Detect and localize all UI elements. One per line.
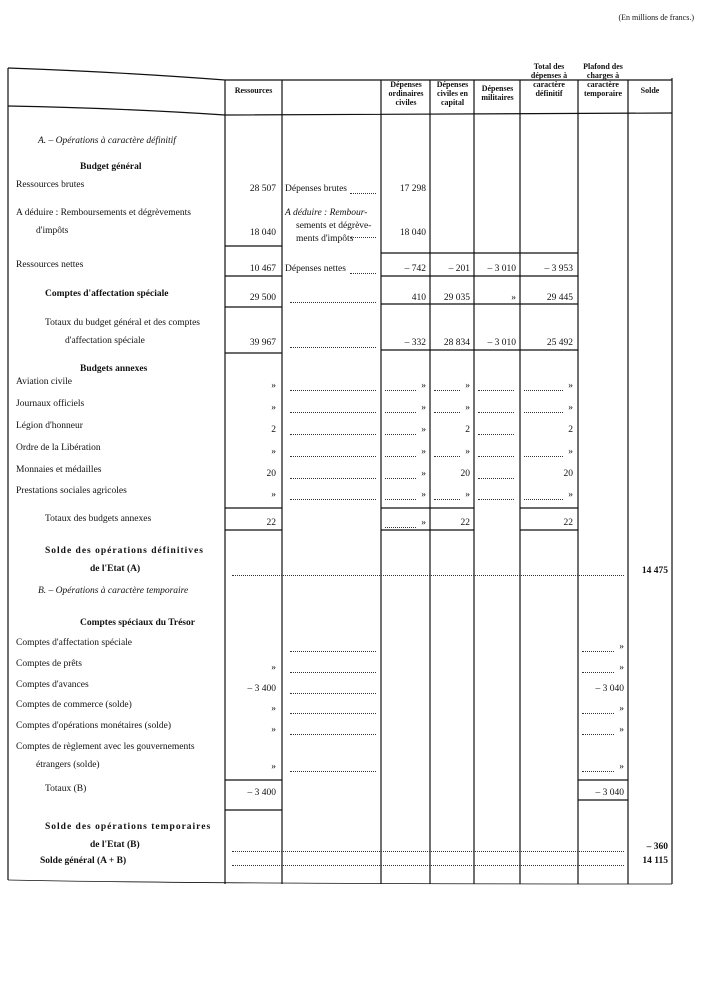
dot-leader: [290, 651, 376, 652]
dot-leader: [385, 434, 416, 435]
row-label: Journaux officiels: [16, 399, 85, 409]
cell-res: »: [271, 381, 276, 391]
cell-res: »: [271, 447, 276, 457]
row-label: Monnaies et médailles: [16, 465, 102, 475]
unit-note: (En millions de francs.): [618, 13, 694, 22]
cell-d-ord: »: [421, 381, 426, 391]
dot-leader: [524, 456, 563, 457]
dot-leader: [290, 734, 376, 735]
cell-solde: 14 115: [642, 856, 668, 866]
cell-res: »: [271, 663, 276, 673]
dot-leader: [434, 456, 460, 457]
cell-res: – 3 400: [247, 788, 276, 798]
cell-res: »: [271, 725, 276, 735]
header-plafond-temporaire: Plafond des charges à caractère temporaire: [583, 62, 623, 98]
row-label-continued: de l'Etat (A): [90, 564, 141, 574]
cell-res: – 3 400: [247, 684, 276, 694]
cell-total: 29 445: [546, 293, 573, 303]
cell-d-ord: 410: [411, 293, 426, 303]
row-label: Ressources nettes: [16, 260, 84, 270]
row-label: Comptes spéciaux du Trésor: [80, 618, 195, 628]
cell-d-ord: »: [421, 425, 426, 435]
cell-d-ord: 17 298: [399, 184, 426, 194]
row-label-continued: d'impôts: [36, 226, 69, 236]
cell-d-ord: 18 040: [399, 228, 426, 238]
dot-leader: [478, 434, 514, 435]
cell-res: »: [271, 704, 276, 714]
dot-leader: [582, 771, 614, 772]
depenses-label: A déduire : Rembour-: [285, 208, 368, 218]
dot-leader: [478, 412, 514, 413]
header-solde: Solde: [640, 86, 660, 95]
cell-d-civ: 29 035: [443, 293, 470, 303]
dot-leader: [385, 412, 416, 413]
cell-res: 10 467: [249, 264, 276, 274]
header-total-definitif: Total des dépenses à caractère définitif: [530, 62, 568, 98]
row-label: Comptes de prêts: [16, 659, 82, 669]
depenses-label-continued: sements et dégrève-: [296, 221, 372, 231]
cell-d-civ: 2: [465, 425, 470, 435]
cell-d-civ: »: [465, 490, 470, 500]
cell-res: 39 967: [249, 338, 276, 348]
cell-solde: 14 475: [641, 566, 668, 576]
dot-leader: [434, 499, 460, 500]
dot-leader: [290, 693, 376, 694]
cell-d-civ: – 201: [448, 264, 470, 274]
row-label: A déduire : Remboursements et dégrèvements: [16, 208, 191, 218]
cell-plafond: – 3 040: [595, 788, 624, 798]
header-ressources: Ressources: [234, 86, 273, 95]
cell-d-ord: – 742: [404, 264, 426, 274]
cell-plafond: – 3 040: [595, 684, 624, 694]
cell-res: 29 500: [249, 293, 276, 303]
dot-leader: [290, 478, 376, 479]
dot-leader: [385, 499, 416, 500]
cell-total: 25 492: [546, 338, 573, 348]
dot-leader: [434, 390, 460, 391]
cell-plafond: »: [619, 762, 624, 772]
row-label: Comptes de commerce (solde): [16, 700, 132, 710]
dot-leader: [290, 390, 376, 391]
cell-total: 20: [563, 469, 573, 479]
cell-d-civ: »: [465, 447, 470, 457]
dot-leader: [524, 412, 563, 413]
dot-leader: [350, 237, 376, 238]
row-label: Ressources brutes: [16, 180, 85, 190]
row-label: Budget général: [80, 162, 142, 172]
row-label: Comptes d'affectation spéciale: [45, 289, 169, 299]
cell-res: 28 507: [249, 184, 276, 194]
cell-d-mil: »: [511, 293, 516, 303]
dot-leader: [385, 478, 416, 479]
dot-leader: [290, 434, 376, 435]
row-label: Prestations sociales agricoles: [16, 486, 127, 496]
row-label: Totaux des budgets annexes: [45, 514, 152, 524]
cell-res: »: [271, 762, 276, 772]
dot-leader: [290, 412, 376, 413]
header-depenses-capital: Dépenses civiles en capital: [436, 80, 469, 107]
depenses-label: Dépenses brutes: [285, 184, 347, 194]
row-label: Comptes de règlement avec les gouvernements: [16, 742, 195, 752]
dot-leader: [478, 456, 514, 457]
row-label-continued: étrangers (solde): [36, 760, 100, 770]
row-label-continued: d'affectation spéciale: [65, 336, 145, 346]
dot-leader: [290, 672, 376, 673]
cell-d-ord: »: [421, 403, 426, 413]
cell-res: 20: [266, 469, 276, 479]
depenses-label-continued: ments d'impôts: [296, 234, 354, 244]
row-label: Légion d'honneur: [16, 421, 83, 431]
dot-leader: [385, 456, 416, 457]
dot-leader: [290, 302, 376, 303]
dot-leader: [524, 390, 563, 391]
cell-d-ord: – 332: [404, 338, 426, 348]
dot-leader: [232, 865, 624, 866]
cell-total: »: [568, 490, 573, 500]
row-label: B. – Opérations à caractère temporaire: [38, 586, 189, 596]
cell-res: 18 040: [249, 228, 276, 238]
cell-total: »: [568, 447, 573, 457]
dot-leader: [478, 478, 514, 479]
dot-leader: [232, 575, 624, 576]
dot-leader: [582, 734, 614, 735]
cell-d-civ: 22: [460, 518, 470, 528]
cell-solde: – 360: [646, 842, 668, 852]
dot-leader: [385, 527, 416, 528]
row-label: Budgets annexes: [80, 364, 148, 374]
cell-res: »: [271, 490, 276, 500]
dot-leader: [232, 851, 624, 852]
dot-leader: [290, 771, 376, 772]
row-label: Totaux (B): [45, 784, 87, 794]
dot-leader: [290, 499, 376, 500]
dot-leader: [434, 412, 460, 413]
cell-d-civ: 20: [460, 469, 470, 479]
cell-total: 2: [568, 425, 573, 435]
cell-total: »: [568, 403, 573, 413]
row-label-continued: de l'Etat (B): [90, 840, 140, 850]
cell-d-mil: – 3 010: [487, 338, 516, 348]
cell-d-civ: »: [465, 381, 470, 391]
dot-leader: [350, 193, 376, 194]
row-label: Ordre de la Libération: [16, 443, 101, 453]
cell-plafond: »: [619, 642, 624, 652]
row-label: Solde des opérations définitives: [45, 546, 204, 556]
cell-d-mil: – 3 010: [487, 264, 516, 274]
dot-leader: [582, 713, 614, 714]
dot-leader: [290, 456, 376, 457]
cell-d-civ: 28 834: [443, 338, 470, 348]
cell-d-ord: »: [421, 447, 426, 457]
cell-d-ord: »: [421, 490, 426, 500]
dot-leader: [385, 390, 416, 391]
row-label: Totaux du budget général et des comptes: [45, 318, 200, 328]
row-label: Comptes d'opérations monétaires (solde): [16, 721, 171, 731]
cell-plafond: »: [619, 704, 624, 714]
cell-d-ord: »: [421, 469, 426, 479]
cell-total: – 3 953: [544, 264, 573, 274]
dot-leader: [478, 390, 514, 391]
dot-leader: [290, 713, 376, 714]
dot-leader: [582, 672, 614, 673]
depenses-label: Dépenses nettes: [285, 264, 346, 274]
cell-res: 22: [266, 518, 276, 528]
row-label: Aviation civile: [16, 377, 73, 387]
row-label: Comptes d'affectation spéciale: [16, 638, 133, 648]
row-label: Solde général (A + B): [40, 856, 127, 866]
cell-plafond: »: [619, 725, 624, 735]
header-depenses-ordinaires: Dépenses ordinaires civiles: [388, 80, 424, 107]
cell-res: »: [271, 403, 276, 413]
cell-plafond: »: [619, 663, 624, 673]
header-depenses-militaires: Dépenses militaires: [481, 84, 514, 102]
dot-leader: [478, 499, 514, 500]
cell-total: 22: [563, 518, 573, 528]
dot-leader: [524, 499, 563, 500]
cell-d-ord: »: [421, 518, 426, 528]
row-label: Comptes d'avances: [16, 680, 89, 690]
cell-d-civ: »: [465, 403, 470, 413]
dot-leader: [290, 347, 376, 348]
cell-total: »: [568, 381, 573, 391]
row-label: A. – Opérations à caractère définitif: [38, 136, 176, 146]
dot-leader: [350, 273, 376, 274]
cell-res: 2: [271, 425, 276, 435]
dot-leader: [582, 651, 614, 652]
row-label: Solde des opérations temporaires: [45, 822, 212, 832]
